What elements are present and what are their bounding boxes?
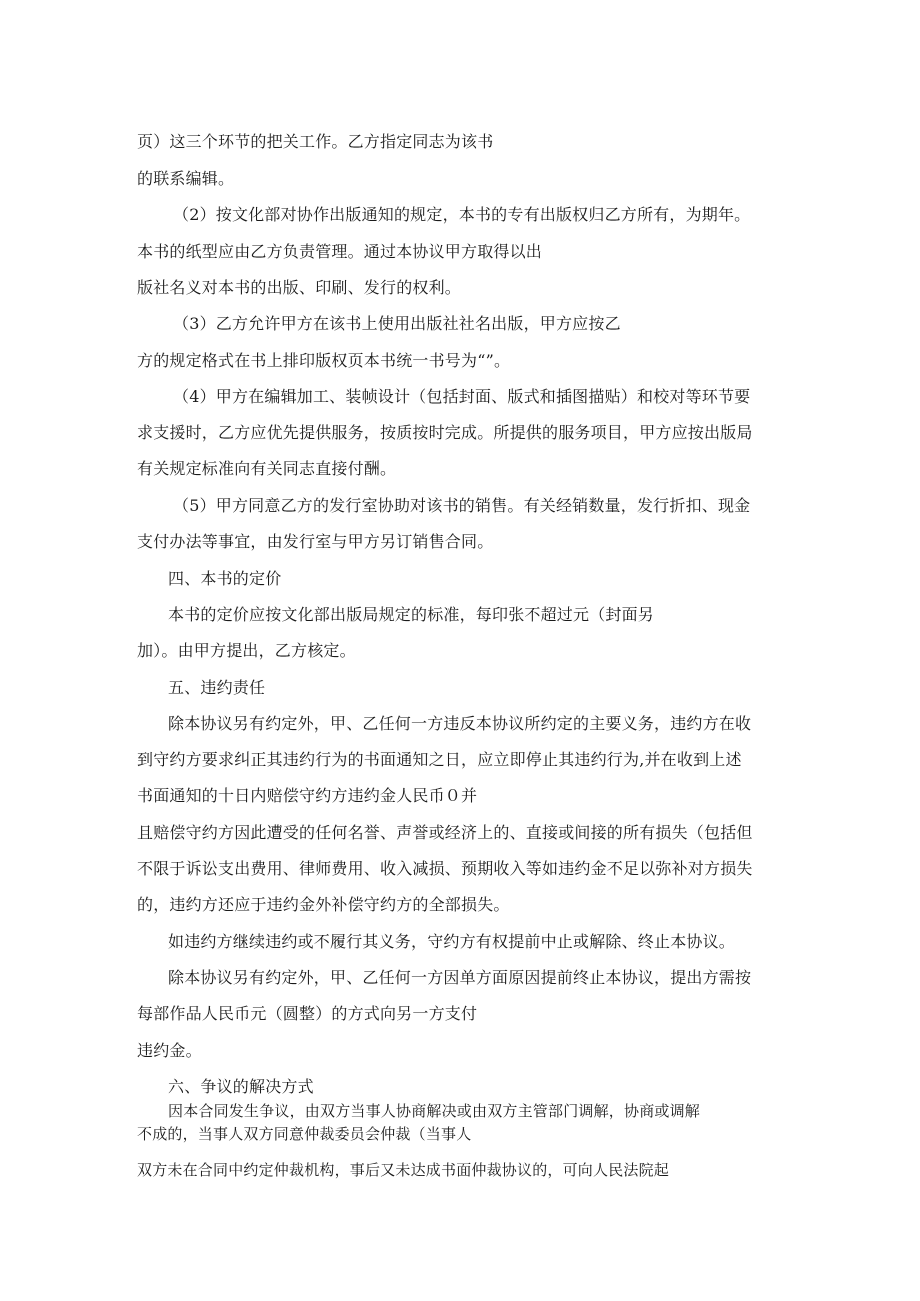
text-line: 违约金。 bbox=[137, 1041, 202, 1060]
text-line: （3）乙方允许甲方在该书上使用出版社社名出版，甲方应按乙 bbox=[173, 314, 621, 333]
text-line: 版社名义对本书的出版、印刷、发行的权利。 bbox=[137, 278, 462, 297]
text-line: 本书的定价应按文化部出版局规定的标准，每印张不超过元（封面另 bbox=[168, 605, 655, 624]
text-line: （2）按文化部对协作出版通知的规定，本书的专有出版权归乙方所有，为期年。 bbox=[173, 205, 751, 224]
text-line: 的联系编辑。 bbox=[137, 169, 235, 188]
text-line: 本书的纸型应由乙方负责管理。通过本协议甲方取得以出 bbox=[137, 242, 543, 261]
text-line: 不成的，当事人双方同意仲裁委员会仲裁（当事人 bbox=[137, 1125, 472, 1143]
text-line: 有关规定标准向有关同志直接付酬。 bbox=[137, 459, 397, 478]
text-line: 如违约方继续违约或不履行其义务，守约方有权提前中止或解除、终止本协议。 bbox=[168, 932, 736, 951]
text-line: 且赔偿守约方因此遭受的任何名誉、声誉或经济上的、直接或间接的所有损失（包括但 bbox=[137, 823, 753, 842]
section-heading: 五、违约责任 bbox=[168, 678, 266, 697]
text-line: 除本协议另有约定外，甲、乙任何一方违反本协议所约定的主要义务，违约方在收 bbox=[168, 714, 752, 733]
text-line: 因本合同发生争议，由双方当事人协商解决或由双方主管部门调解，协商或调解 bbox=[168, 1102, 701, 1120]
text-line: 求支援时，乙方应优先提供服务，按质按时完成。所提供的服务项目，甲方应按出版局 bbox=[137, 423, 753, 442]
text-line: 加）。由甲方提出，乙方核定。 bbox=[137, 641, 356, 660]
section-heading: 六、争议的解决方式 bbox=[168, 1077, 314, 1096]
text-line: 的，违约方还应于违约金外补偿守约方的全部损失。 bbox=[137, 895, 510, 914]
text-line: 方的规定格式在书上排印版权页本书统一书号为“”。 bbox=[137, 351, 511, 370]
text-line: 每部作品人民币元（圆整）的方式向另一方支付 bbox=[137, 1004, 478, 1023]
text-line: 双方未在合同中约定仲裁机构，事后又未达成书面仲裁协议的，可向人民法院起 bbox=[137, 1161, 670, 1179]
text-line: 支付办法等事宜，由发行室与甲方另订销售合同。 bbox=[137, 532, 494, 551]
section-heading: 四、本书的定价 bbox=[168, 569, 282, 588]
text-line: 到守约方要求纠正其违约行为的书面通知之日，应立即停止其违约行为,并在收到上述 bbox=[137, 750, 742, 769]
text-line: （5）甲方同意乙方的发行室协助对该书的销售。有关经销数量，发行折扣、现金 bbox=[173, 496, 751, 515]
text-line: 不限于诉讼支出费用、律师费用、收入减损、预期收入等如违约金不足以弥补对方损失 bbox=[137, 859, 753, 878]
text-line: （4）甲方在编辑加工、装帧设计（包括封面、版式和插图描贴）和校对等环节要 bbox=[173, 387, 751, 406]
text-line: 除本协议另有约定外，甲、乙任何一方因单方面原因提前终止本协议，提出方需按 bbox=[168, 968, 752, 987]
text-line: 页）这三个环节的把关工作。乙方指定同志为该书 bbox=[137, 132, 494, 151]
text-line: 书面通知的十日内赔偿守约方违约金人民币０并 bbox=[137, 786, 478, 805]
